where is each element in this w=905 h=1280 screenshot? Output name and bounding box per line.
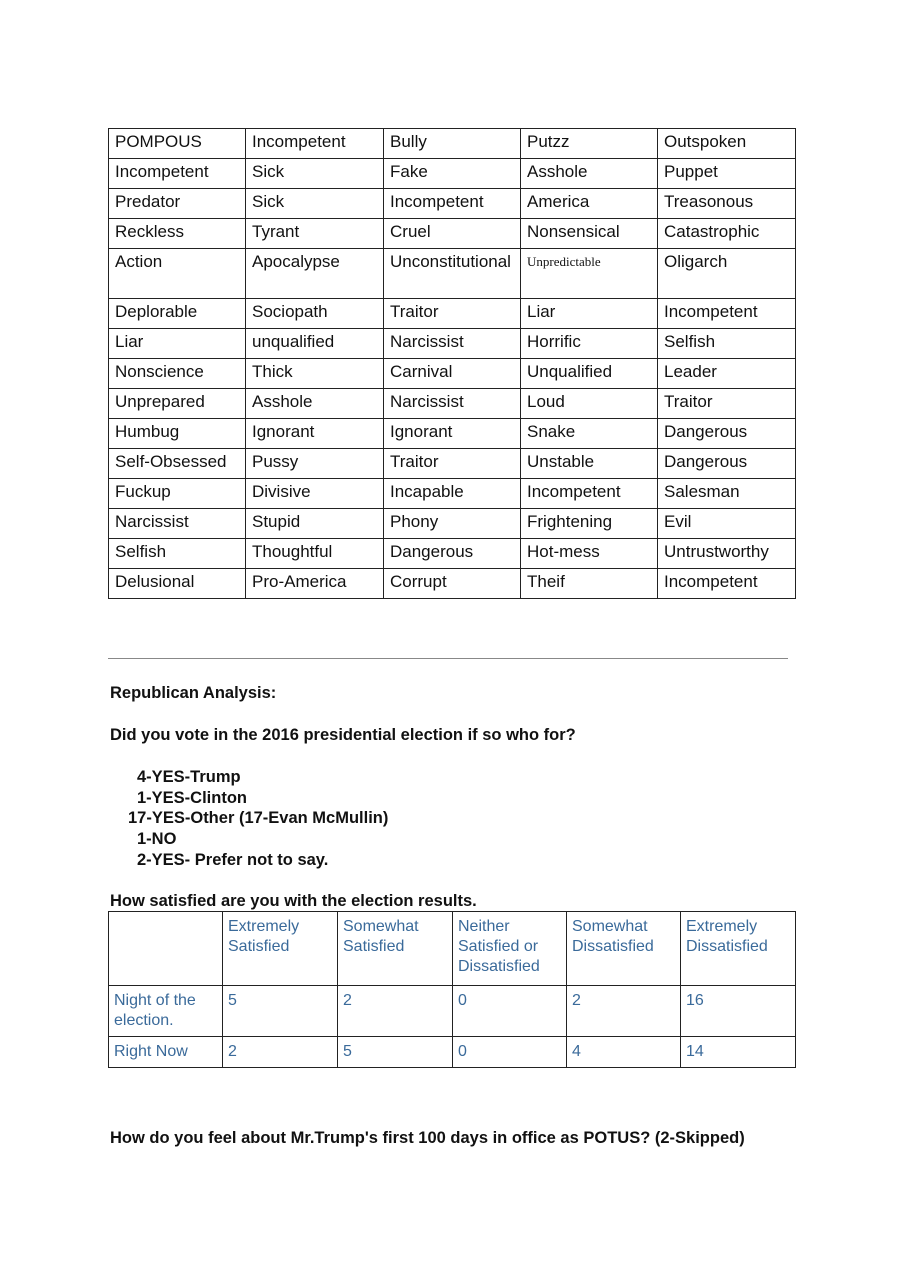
word-cell: Tyrant	[246, 219, 384, 249]
divider-line	[108, 658, 788, 659]
word-cell: Loud	[521, 389, 658, 419]
value-cell: 14	[681, 1037, 796, 1068]
vote-answer: 2-YES- Prefer not to say.	[137, 851, 329, 869]
word-cell: Ignorant	[384, 419, 521, 449]
value-cell: 16	[681, 986, 796, 1037]
word-cell: Catastrophic	[658, 219, 796, 249]
word-cell: Unstable	[521, 449, 658, 479]
word-cell: Salesman	[658, 479, 796, 509]
value-cell: 2	[338, 986, 453, 1037]
word-cell: Traitor	[658, 389, 796, 419]
word-cell: Dangerous	[658, 419, 796, 449]
word-cell: Horrific	[521, 329, 658, 359]
word-cell: Self-Obsessed	[109, 449, 246, 479]
satisfaction-row	[109, 986, 796, 1037]
word-cell: Incompetent	[521, 479, 658, 509]
word-cell: POMPOUS	[109, 129, 246, 159]
word-cell: Leader	[658, 359, 796, 389]
word-cell: Frightening	[521, 509, 658, 539]
word-table-row	[109, 189, 796, 219]
word-cell: Delusional	[109, 569, 246, 599]
word-cell: Narcissist	[109, 509, 246, 539]
word-cell: Action	[109, 249, 246, 299]
value-cell: 0	[453, 986, 567, 1037]
word-cell: Dangerous	[384, 539, 521, 569]
word-cell: Divisive	[246, 479, 384, 509]
word-cell: Humbug	[109, 419, 246, 449]
satisfaction-row	[109, 1037, 796, 1068]
word-cell: Putzz	[521, 129, 658, 159]
row-label: Right Now	[109, 1037, 223, 1068]
word-cell: Pussy	[246, 449, 384, 479]
word-table-row	[109, 249, 796, 299]
row-label: Night of the election.	[109, 986, 223, 1037]
value-cell: 4	[567, 1037, 681, 1068]
word-cell: Theif	[521, 569, 658, 599]
word-cell: Incompetent	[658, 569, 796, 599]
word-cell: Incompetent	[384, 189, 521, 219]
word-table-row	[109, 539, 796, 569]
word-cell: Dangerous	[658, 449, 796, 479]
word-cell: Asshole	[521, 159, 658, 189]
satisfaction-header-row	[109, 912, 796, 986]
word-cell: Asshole	[246, 389, 384, 419]
vote-answer: 17-YES-Other (17-Evan McMullin)	[128, 809, 389, 827]
word-cell: Pro-America	[246, 569, 384, 599]
word-cell: Fake	[384, 159, 521, 189]
header-cell: Somewhat Satisfied	[338, 912, 453, 986]
value-cell: 5	[223, 986, 338, 1037]
word-cell: Narcissist	[384, 389, 521, 419]
word-cell: Outspoken	[658, 129, 796, 159]
header-cell: Extremely Dissatisfied	[681, 912, 796, 986]
word-cell: Cruel	[384, 219, 521, 249]
vote-answer: 1-YES-Clinton	[137, 789, 247, 807]
word-cell: Thoughtful	[246, 539, 384, 569]
word-table-row	[109, 219, 796, 249]
word-table-row	[109, 329, 796, 359]
value-cell: 0	[453, 1037, 567, 1068]
word-table-row	[109, 299, 796, 329]
word-cell: Apocalypse	[246, 249, 384, 299]
header-cell: Extremely Satisfied	[223, 912, 338, 986]
word-cell: Puppet	[658, 159, 796, 189]
word-cell: Incompetent	[109, 159, 246, 189]
word-table-row	[109, 389, 796, 419]
word-cell: Corrupt	[384, 569, 521, 599]
word-cell: Incapable	[384, 479, 521, 509]
value-cell: 2	[567, 986, 681, 1037]
word-cell: Unpredictable	[521, 249, 658, 299]
value-cell: 2	[223, 1037, 338, 1068]
word-cell: Unqualified	[521, 359, 658, 389]
word-cell: Treasonous	[658, 189, 796, 219]
word-cell: Incompetent	[658, 299, 796, 329]
value-cell: 5	[338, 1037, 453, 1068]
word-cell: Bully	[384, 129, 521, 159]
word-cell: America	[521, 189, 658, 219]
word-cell: Reckless	[109, 219, 246, 249]
question-vote: Did you vote in the 2016 presidential election if so who for?	[110, 726, 576, 744]
word-cell: Predator	[109, 189, 246, 219]
word-cell: Unprepared	[109, 389, 246, 419]
word-cell: Phony	[384, 509, 521, 539]
word-cell: Unconstitutional	[384, 249, 521, 299]
word-table-row	[109, 509, 796, 539]
word-cell: Selfish	[109, 539, 246, 569]
word-cell: Liar	[521, 299, 658, 329]
word-table-row	[109, 159, 796, 189]
word-cell: Sociopath	[246, 299, 384, 329]
word-table-row	[109, 129, 796, 159]
vote-answer: 1-NO	[137, 830, 177, 848]
word-cell: Snake	[521, 419, 658, 449]
word-cell: Nonsensical	[521, 219, 658, 249]
word-cell: Sick	[246, 189, 384, 219]
word-cell: Oligarch	[658, 249, 796, 299]
word-cell: Sick	[246, 159, 384, 189]
word-cell: Hot-mess	[521, 539, 658, 569]
section-title: Republican Analysis:	[110, 684, 277, 702]
word-cell: Stupid	[246, 509, 384, 539]
word-cell: unqualified	[246, 329, 384, 359]
word-cell: Incompetent	[246, 129, 384, 159]
word-cell: Carnival	[384, 359, 521, 389]
header-cell: Somewhat Dissatisfied	[567, 912, 681, 986]
word-cell: Traitor	[384, 299, 521, 329]
word-cell: Ignorant	[246, 419, 384, 449]
word-table-row	[109, 569, 796, 599]
word-table-row	[109, 359, 796, 389]
word-table-row	[109, 419, 796, 449]
word-cell: Thick	[246, 359, 384, 389]
header-cell	[109, 912, 223, 986]
word-table-row	[109, 479, 796, 509]
word-table-body	[109, 129, 796, 599]
question-satisfaction: How satisfied are you with the election results.	[110, 892, 477, 910]
word-cell: Selfish	[658, 329, 796, 359]
satisfaction-table	[108, 911, 796, 1068]
word-cell: Liar	[109, 329, 246, 359]
word-cell: Narcissist	[384, 329, 521, 359]
word-cell: Fuckup	[109, 479, 246, 509]
word-cell: Untrustworthy	[658, 539, 796, 569]
word-cell: Deplorable	[109, 299, 246, 329]
question-100-days: How do you feel about Mr.Trump's first 100 days in office as POTUS? (2-Skipped)	[110, 1129, 745, 1147]
header-cell: Neither Satisfied or Dissatisfied	[453, 912, 567, 986]
vote-answer: 4-YES-Trump	[137, 768, 241, 786]
word-table	[108, 128, 796, 599]
word-cell: Traitor	[384, 449, 521, 479]
word-table-row	[109, 449, 796, 479]
word-cell: Evil	[658, 509, 796, 539]
word-cell: Nonscience	[109, 359, 246, 389]
